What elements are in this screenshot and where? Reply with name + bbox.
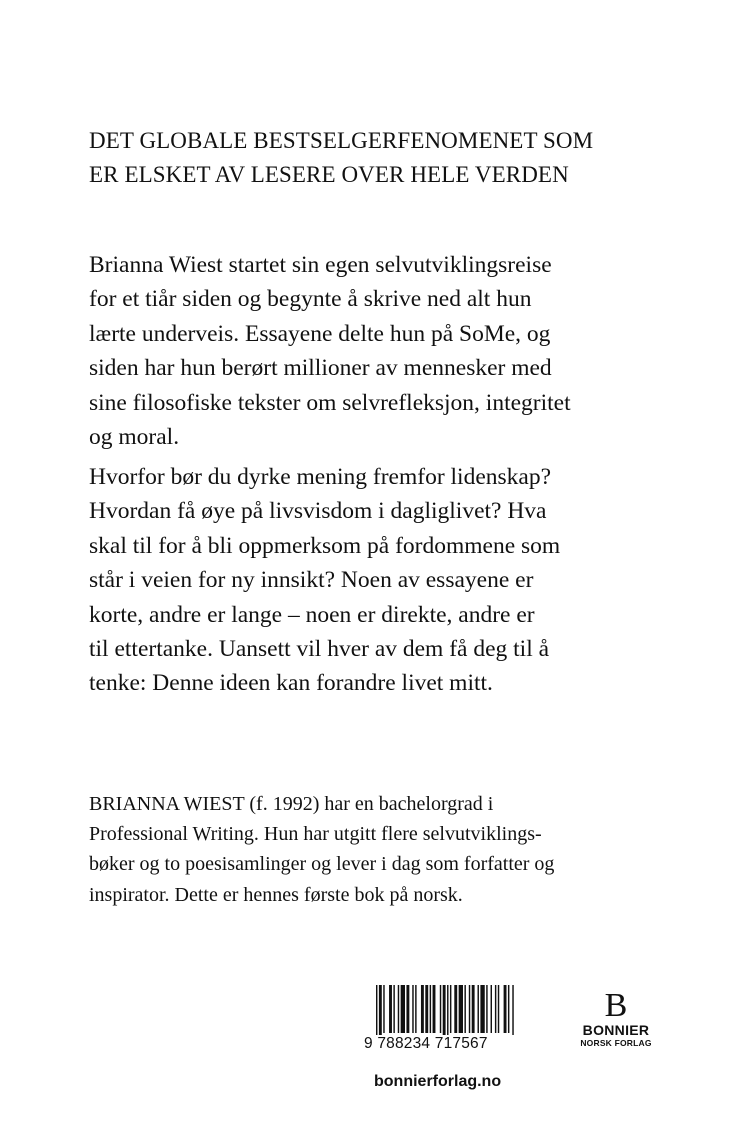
barcode-bar <box>480 985 484 1033</box>
barcode-bar <box>508 985 509 1033</box>
intro-line: lærte underveis. Essayene delte hun på SoMe, og <box>89 320 551 347</box>
barcode-bar <box>464 985 465 1033</box>
barcode-bar <box>379 985 382 1035</box>
barcode-bar <box>376 985 377 1035</box>
isbn-barcode <box>364 985 570 1055</box>
barcode-bar <box>383 985 384 1033</box>
questions-line: tenke: Denne ideen kan forandre livet mitt. <box>89 670 493 697</box>
bio-line: inspirator. Dette er hennes første bok på norsk. <box>89 883 463 906</box>
bonnier-b-icon: B <box>604 987 628 1024</box>
author-bio <box>89 789 737 910</box>
headline <box>89 124 729 192</box>
questions-line: Hvordan få øye på livsvisdom i dagliglivet? Hva <box>89 498 547 525</box>
barcode-bar <box>498 985 499 1033</box>
barcode-bar <box>447 985 448 1035</box>
questions-paragraph <box>89 460 737 701</box>
barcode-bar <box>454 985 457 1033</box>
intro-line: for et tiår siden og begynte å skrive ned alt hun <box>89 286 532 313</box>
barcode-bar <box>401 985 405 1033</box>
barcode-bar <box>425 985 428 1033</box>
barcode-bars <box>364 985 570 1035</box>
barcode-bar <box>389 985 392 1033</box>
barcode-bar <box>504 985 507 1033</box>
barcode-bar <box>478 985 479 1033</box>
barcode-bar <box>412 985 413 1033</box>
barcode-bar <box>495 985 496 1033</box>
barcode-bar <box>443 985 446 1035</box>
questions-line: korte, andre er lange – noen er direkte, andre er <box>89 601 535 628</box>
barcode-bar <box>440 985 441 1033</box>
intro-line: sine filosofiske tekster om selvrefleksjon, integritet <box>89 389 571 416</box>
headline-line: DET GLOBALE BESTSELGERFENOMENET SOM <box>89 128 594 153</box>
intro-paragraph <box>89 248 737 454</box>
barcode-bar <box>406 985 409 1033</box>
barcode-bar <box>491 985 492 1033</box>
intro-line: Brianna Wiest startet sin egen selvutviklingsreise <box>89 252 552 278</box>
bio-line: Professional Writing. Hun har utgitt flere selvutviklings- <box>89 823 542 846</box>
publisher-subname: NORSK FORLAG <box>580 1038 652 1048</box>
publisher-url: bonnierforlag.no <box>374 1073 502 1090</box>
headline-line: ER ELSKET AV LESERE OVER HELE VERDEN <box>89 162 569 187</box>
barcode-bar <box>450 985 451 1033</box>
barcode-bar <box>512 985 513 1035</box>
barcode-bar <box>459 985 463 1033</box>
barcode-bar <box>486 985 487 1033</box>
publisher-name: BONNIER <box>582 1022 650 1038</box>
intro-line: siden har hun berørt millioner av mennesker med <box>89 355 552 382</box>
barcode-digits: 9 788234 717567 <box>364 1035 488 1052</box>
publisher-logo <box>576 989 656 1049</box>
barcode-bar <box>472 985 475 1033</box>
bio-line: bøker og to poesisamlinger og lever i dag som forfatter og <box>89 853 555 876</box>
questions-line: Hvorfor bør du dyrke mening fremfor lidenskap? <box>89 464 552 490</box>
questions-line: skal til for å bli oppmerksom på fordommene som <box>89 532 561 559</box>
barcode-bar <box>398 985 399 1033</box>
barcode-bar <box>433 985 436 1033</box>
barcode-bar <box>430 985 431 1033</box>
barcode-bar <box>415 985 416 1033</box>
bio-line: BRIANNA WIEST (f. 1992) har en bachelorgrad i <box>89 793 494 815</box>
barcode-bar <box>469 985 470 1033</box>
questions-line: til ettertanke. Uansett vil hver av dem få deg til å <box>89 636 550 663</box>
intro-line: og moral. <box>89 424 180 451</box>
questions-line: står i veien for ny innsikt? Noen av essayene er <box>89 567 534 594</box>
barcode-bar <box>393 985 394 1033</box>
barcode-bar <box>421 985 424 1033</box>
